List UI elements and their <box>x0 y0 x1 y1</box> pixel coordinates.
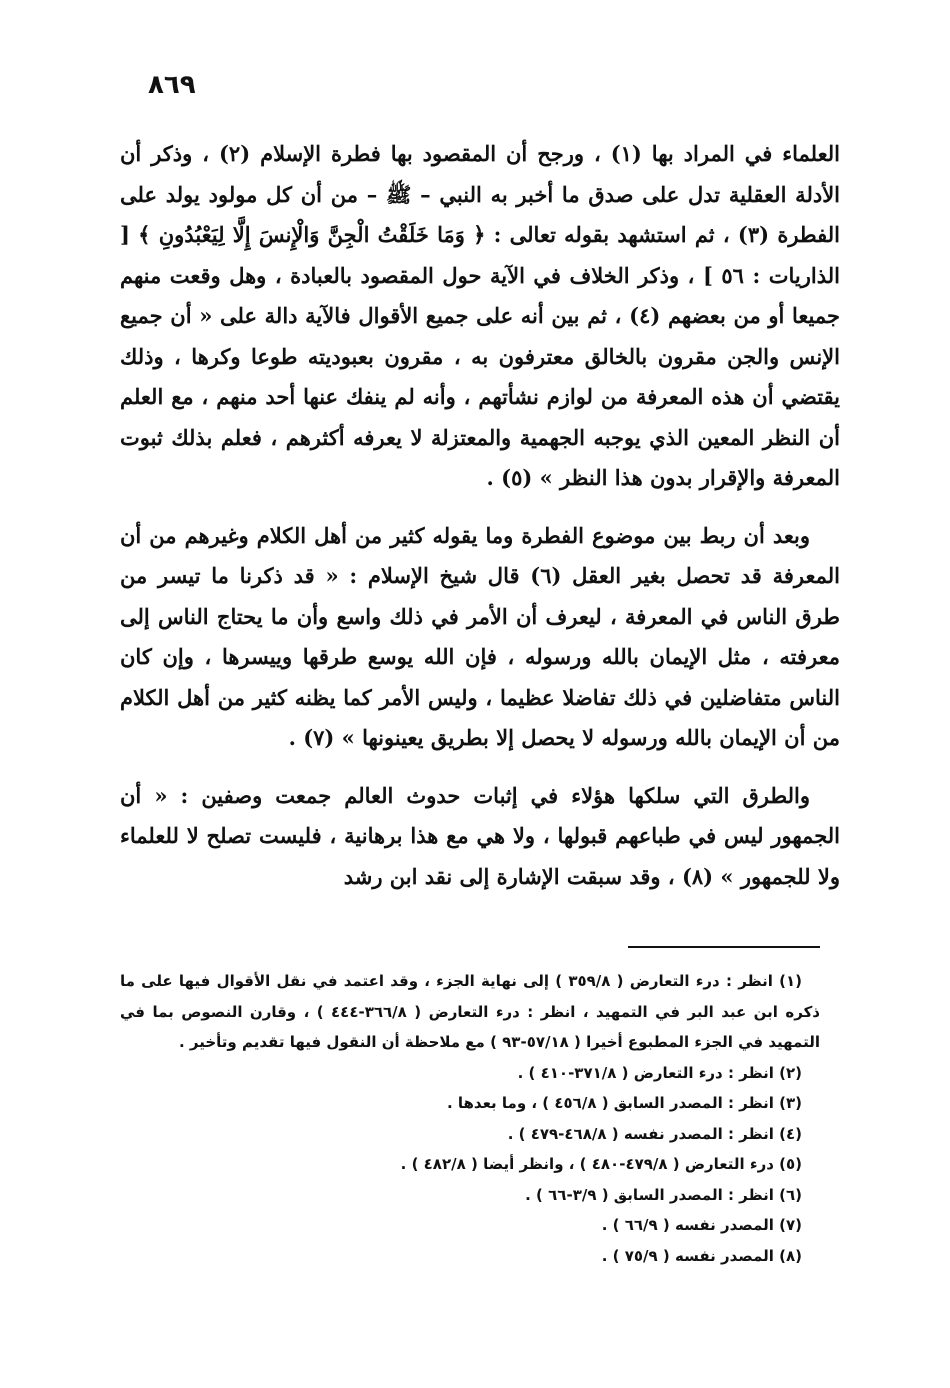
body-text <box>120 134 840 897</box>
footnote: (٦) انظر : المصدر السابق ( ٣/٩-٦٦ ) . <box>525 1185 802 1204</box>
footnote: (١) انظر : درء التعارض ( ٣٥٩/٨ ) إلى نهاية الجزء ، وقد اعتمد في نقل الأقوال فيها على ما ذكره ابن عبد البر في التمهيد ، انظر : درء التعارض ( ٣٦٦/٨-٤٤٤ ) ، وقارن النصوص بما في التمهيد في الجزء المطبوع أخيرا ( ٥٧/١٨-٩٣ ) مع ملاحظة أن النقول فيها تقديم وتأخير . <box>120 972 821 1051</box>
paragraph: والطرق التي سلكها هؤلاء في إثبات حدوث العالم جمعت وصفين : « أن الجمهور ليس في طباعهم قبولها ، ولا هي مع هذا برهانية ، فليست تصلح لا للعلماء ولا للجمهور » (٨) ، وقد سبقت الإشارة إلى نقد ابن رشد <box>120 782 840 889</box>
footnote-separator <box>628 946 820 948</box>
footnote: (٢) انظر : درء التعارض ( ٣٧١/٨-٤١٠ ) . <box>517 1063 802 1082</box>
paragraph: العلماء في المراد بها (١) ، ورجح أن المقصود بها فطرة الإسلام (٢) ، وذكر أن الأدلة العقلية تدل على صدق ما أخبر به النبي – ﷺ – من أن كل مولود يولد على الفطرة (٣) ، ثم استشهد بقوله تعالى : ﴿ وَمَا خَلَقْتُ الْجِنَّ وَالْإِنسَ إِلَّا لِيَعْبُدُونِ ﴾ [ الذاريات : ٥٦ ] ، وذكر الخلاف في الآية حول المقصود بالعبادة ، وهل وقعت منهم جميعا أو من بعضهم (٤) ، ثم بين أنه على جميع الأقوال فالآية دالة على « أن جميع الإنس والجن مقرون بالخالق معترفون به ، مقرون بعبوديته طوعا وكرها ، وذلك يقتضي أن هذه المعرفة من لوازم نشأتهم ، وأنه لم ينفك عنها أحد منهم ، مع العلم أن النظر المعين الذي يوجبه الجهمية والمعتزلة لا يعرفه أكثرهم ، فعلم بذلك ثبوت المعرفة والإقرار بدون هذا النظر » (٥) . <box>120 141 840 490</box>
paragraph: وبعد أن ربط بين موضوع الفطرة وما يقوله كثير من أهل الكلام وغيرهم من أن المعرفة قد تحصل بغير العقل (٦) قال شيخ الإسلام : « قد ذكرنا ما تيسر من طرق الناس في المعرفة ، ليعرف أن الأمر في ذلك واسع وأن ما يحتاج الناس إلى معرفته ، مثل الإيمان بالله ورسوله ، فإن الله يوسع طرقها وييسرها ، وإن كان الناس متفاضلين في ذلك تفاضلا عظيما ، وليس الأمر كما يظنه كثير من أهل الكلام من أن الإيمان بالله ورسوله لا يحصل إلا بطريق يعينونها » (٧) . <box>120 522 840 750</box>
page-number: ٨٦٩ <box>148 70 196 100</box>
footnote: (٣) انظر : المصدر السابق ( ٤٥٦/٨ ) ، وما بعدها . <box>446 1094 802 1112</box>
footnote: (٨) المصدر نفسه ( ٧٥/٩ ) . <box>601 1246 802 1265</box>
footnote: (٧) المصدر نفسه ( ٦٦/٩ ) . <box>601 1216 802 1234</box>
footnote: (٥) درء التعارض ( ٤٧٩/٨-٤٨٠ ) ، وانظر أيضا ( ٤٨٢/٨ ) . <box>400 1155 802 1173</box>
footnote: (٤) انظر : المصدر نفسه ( ٤٦٨/٨-٤٧٩ ) . <box>507 1124 802 1143</box>
footnotes <box>120 966 820 1271</box>
